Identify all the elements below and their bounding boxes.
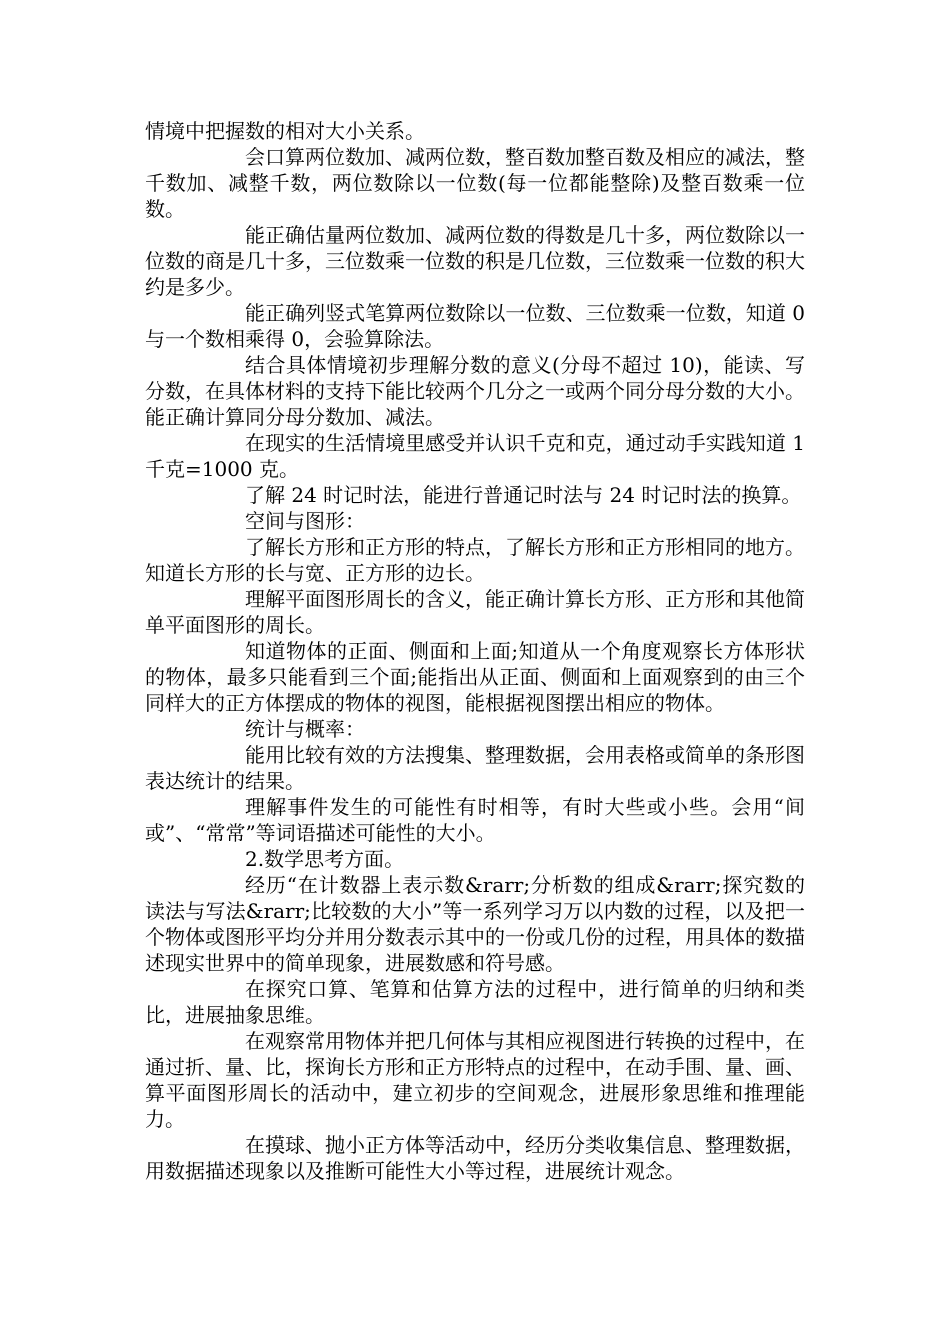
paragraph: 在现实的生活情境里感受并认识千克和克，通过动手实践知道 1 千克=1000 克。 — [145, 431, 805, 481]
paragraph: 能正确列竖式笔算两位数除以一位数、三位数乘一位数，知道 0 与一个数相乘得 0，会验算除法。 — [145, 301, 805, 351]
paragraph: 能用比较有效的方法搜集、整理数据，会用表格或简单的条形图表达统计的结果。 — [145, 743, 805, 793]
paragraph: 在摸球、抛小正方体等活动中，经历分类收集信息、整理数据，用数据描述现象以及推断可能性大小等过程，进展统计观念。 — [145, 1133, 805, 1183]
paragraph: 情境中把握数的相对大小关系。 — [145, 119, 425, 143]
paragraph: 在探究口算、笔算和估算方法的过程中，进行简单的归纳和类比，进展抽象思维。 — [145, 977, 805, 1027]
paragraph: 经历“在计数器上表示数&rarr;分析数的组成&rarr;探究数的读法与写法&rarr;比较数的大小”等一系列学习万以内数的过程，以及把一个物体或图形平均分并用分数表示其中的一份或几份的过程，用具体的数描述现实世界中的简单现象，进展数感和符号感。 — [145, 873, 805, 975]
paragraph: 了解长方形和正方形的特点，了解长方形和正方形相同的地方。知道长方形的长与宽、正方形的边长。 — [145, 535, 805, 585]
paragraph: 知道物体的正面、侧面和上面;知道从一个角度观察长方体形状的物体，最多只能看到三个面;能指出从正面、侧面和上面观察到的由三个同样大的正方体摆成的物体的视图，能根据视图摆出相应的物体。 — [145, 639, 805, 715]
paragraph: 了解 24 时记时法，能进行普通记时法与 24 时记时法的换算。 — [245, 483, 802, 507]
section-heading: 统计与概率： — [245, 717, 365, 741]
section-heading: 2.数学思考方面。 — [245, 847, 405, 871]
paragraph: 在观察常用物体并把几何体与其相应视图进行转换的过程中，在通过折、量、比，探询长方形和正方形特点的过程中，在动手围、量、画、算平面图形周长的活动中，建立初步的空间观念，进展形象思维和推理能力。 — [145, 1029, 805, 1131]
paragraph: 结合具体情境初步理解分数的意义(分母不超过 10)，能读、写分数，在具体材料的支持下能比较两个几分之一或两个同分母分数的大小。能正确计算同分母分数加、减法。 — [145, 353, 805, 429]
paragraph: 会口算两位数加、减两位数，整百数加整百数及相应的减法，整千数加、减整千数，两位数除以一位数(每一位都能整除)及整百数乘一位数。 — [145, 145, 805, 221]
section-heading: 空间与图形： — [245, 509, 365, 533]
document-body — [145, 118, 805, 1184]
paragraph: 能正确估量两位数加、减两位数的得数是几十多，两位数除以一位数的商是几十多，三位数乘一位数的积是几位数，三位数乘一位数的积大约是多少。 — [145, 223, 805, 299]
paragraph: 理解平面图形周长的含义，能正确计算长方形、正方形和其他简单平面图形的周长。 — [145, 587, 805, 637]
paragraph: 理解事件发生的可能性有时相等，有时大些或小些。会用“间或”、“常常”等词语描述可能性的大小。 — [145, 795, 805, 845]
